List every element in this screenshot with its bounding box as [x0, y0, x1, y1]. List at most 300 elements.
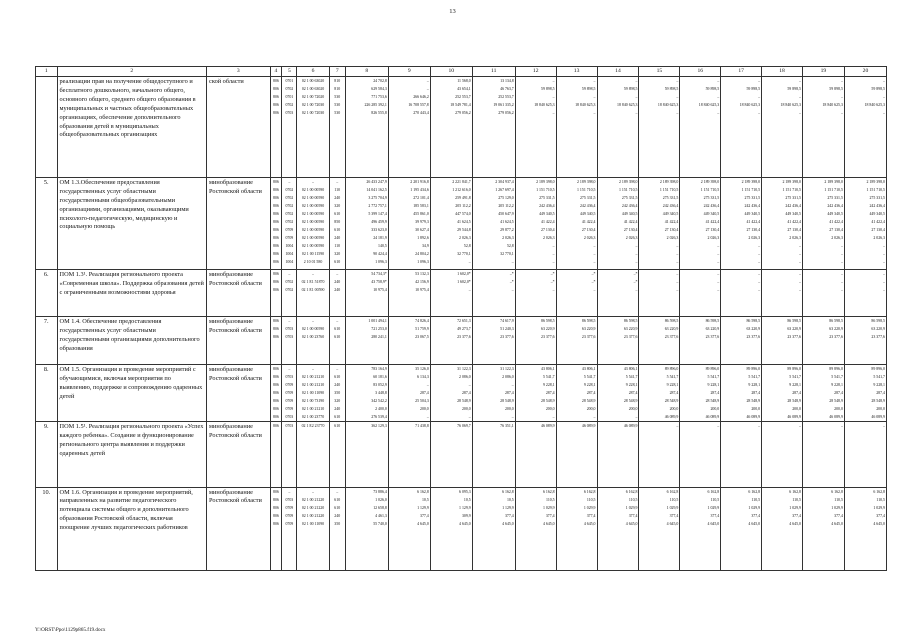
code-line: 0702 [285, 195, 294, 200]
amount-line: – [511, 415, 514, 420]
amount-line: 89 896,0 [746, 366, 761, 371]
amount-line: 242 436,4 [703, 204, 720, 209]
amount-line: 275 331,5 [827, 195, 843, 200]
amount-line: – [676, 244, 679, 249]
amount-line: 242 436,4 [621, 204, 638, 209]
amount-line: 242 436,4 [785, 204, 801, 209]
amount-cell [802, 364, 844, 421]
amount-cell [388, 364, 430, 421]
amount-line: 2 026,3 [831, 236, 843, 241]
amount-line: 287,4 [504, 391, 514, 396]
amount-line: 185 583,1 [413, 204, 429, 209]
amount-line: 287,4 [669, 391, 679, 396]
amount-line: – [635, 111, 638, 116]
amount-line: 46 089,9 [705, 415, 720, 420]
amount-line: 23 377,6 [787, 335, 801, 340]
amount-line: 23 377,6 [746, 335, 761, 340]
amount-cell [472, 77, 515, 178]
amount-line: 60 181,6 [373, 374, 387, 379]
budget-table [35, 66, 887, 571]
code-line: 610 [334, 424, 341, 429]
amount-line: 377,4 [710, 513, 720, 518]
amount-line: 5 541,7 [748, 374, 761, 379]
budget-code-cell [297, 364, 329, 421]
amount-line: 447 574,0 [455, 212, 471, 217]
code-line: 806 [273, 179, 279, 184]
amount-line: 72 651,3 [457, 319, 471, 324]
code-line: 110 [334, 187, 341, 192]
code-line: 320 [334, 399, 341, 404]
amount-line: 200,0 [834, 407, 843, 412]
amount-line: 18 549 781,4 [450, 103, 471, 108]
code-line: 0702 [285, 204, 294, 209]
executor: минобразование Ростовской области [207, 487, 270, 570]
amount-cell [430, 364, 472, 421]
amount-line: 89 896,0 [705, 366, 720, 371]
amount-line: 89 896,0 [664, 366, 679, 371]
amount-line: 110,5 [546, 497, 555, 502]
amount-line: 41 422,4 [829, 220, 843, 225]
amount-line: 23 067,5 [415, 335, 429, 340]
amount-cell [844, 364, 886, 421]
amount-line: 4 645,0 [583, 521, 596, 526]
budget-code-cell [282, 269, 297, 317]
amount-line: 2 026,3 [625, 236, 638, 241]
amount-line: 4 645,0 [873, 521, 885, 526]
amount-line: 252 553,7 [498, 95, 514, 100]
amount-line: 31 122,3 [457, 366, 471, 371]
amount-cell [721, 317, 762, 365]
amount-line: 23 377,6 [541, 335, 555, 340]
amount-cell [721, 77, 762, 178]
code-line: 0702 [285, 287, 294, 292]
code-line: 02 1 00 21220 [301, 497, 325, 502]
code-line: 806 [273, 260, 279, 265]
code-line: 0709 [285, 513, 294, 518]
amount-line: 24 181,9 [373, 236, 387, 241]
amount-line: 275 331,5 [785, 195, 801, 200]
amount-line: 86 598,5 [871, 319, 885, 324]
amount-line: – [883, 111, 885, 116]
amount-line: 1 267 697,4 [495, 187, 514, 192]
code-line: 350 [334, 521, 341, 526]
amount-line: 6 162,8 [542, 489, 555, 494]
amount-line: 83 052,9 [373, 382, 387, 387]
amount-line: 287,4 [792, 391, 801, 396]
amount-cell [515, 177, 556, 269]
amount-line: 43 758,9* [371, 279, 387, 284]
code-line: 02 1 00 00590 [301, 327, 325, 332]
amount-line: 1 129,9 [502, 505, 514, 510]
amount-line: 2 400,0 [375, 407, 387, 412]
amount-line: – [676, 271, 679, 276]
amount-line: 59 898,5 [746, 87, 761, 92]
amount-cell [472, 422, 515, 487]
amount-line: 43 806,1 [623, 366, 638, 371]
code-line: 806 [273, 87, 279, 92]
code-line: 320 [334, 204, 341, 209]
amount-line: 6 162,8 [748, 489, 761, 494]
amount-cell [597, 77, 639, 178]
amount-cell [597, 177, 639, 269]
amount-line: 55 740,0 [373, 521, 387, 526]
amount-line: 46 089,9 [581, 424, 596, 429]
amount-line: 5 541,7 [873, 374, 885, 379]
amount-line: – [593, 260, 596, 265]
code-line: 0709 [285, 391, 294, 396]
amount-line: –* [591, 279, 596, 284]
column-header: 10 [430, 67, 472, 77]
amount-line: – [799, 287, 801, 292]
amount-line: – [758, 244, 761, 249]
amount-line: 1 026,0 [375, 497, 387, 502]
executor: минобразование Ростовской области [207, 269, 270, 317]
code-line: 806 [273, 212, 279, 217]
amount-line: 1 151 710,5 [866, 187, 885, 192]
amount-line: – [799, 111, 801, 116]
amount-cell [345, 422, 388, 487]
amount-line: 1 151 710,5 [741, 187, 761, 192]
amount-line: 270 443,4 [413, 111, 429, 116]
amount-line: 86 598,5 [705, 319, 720, 324]
amount-line: – [840, 287, 843, 292]
amount-line: – [799, 260, 801, 265]
amount-line: – [799, 95, 801, 100]
code-line: 02 1 00 00590 [301, 212, 325, 217]
amount-line: 86 598,5 [664, 319, 679, 324]
amount-line: 9 228,1 [789, 382, 801, 387]
amount-line: 41 422,4 [581, 220, 596, 225]
amount-cell [639, 317, 680, 365]
amount-line: – [758, 287, 761, 292]
amount-line: 6 162,8 [707, 489, 720, 494]
amount-cell [721, 269, 762, 317]
amount-cell [472, 177, 515, 269]
amount-line: 200,0 [586, 407, 596, 412]
amount-line: 46 089,9 [871, 415, 885, 420]
amount-line: – [840, 244, 843, 249]
amount-cell [639, 269, 680, 317]
amount-line: 4 645,0 [502, 521, 514, 526]
column-header: 5 [282, 67, 297, 77]
amount-line: 449 340,5 [662, 212, 679, 217]
column-number-header [36, 67, 887, 77]
amount-line: – [799, 244, 801, 249]
measure-name: ОМ 1.3.Обеспечение предоставления государственных услуг областными государственными общеобразовательными организациями, организациями, оказывающими психолого-педагогическую, медицинскую и социальную помощь [57, 177, 207, 269]
amount-line: 27 130,4 [664, 228, 679, 233]
amount-line: 5 541,7 [542, 374, 555, 379]
code-line: 610 [334, 497, 341, 502]
amount-line: 52,8 [506, 244, 514, 249]
amount-line: – [717, 252, 720, 257]
amount-line: – [552, 95, 555, 100]
table-row [36, 269, 887, 317]
amount-cell [472, 317, 515, 365]
amount-line: 29 877,2 [500, 228, 514, 233]
amount-line: – [883, 279, 885, 284]
amount-line: – [799, 279, 801, 284]
amount-line: – [676, 252, 679, 257]
code-line: 02 1 00 00590 [301, 220, 325, 225]
code-line: 806 [273, 391, 279, 396]
amount-line: 90 424,4 [373, 252, 387, 257]
code-line: 810 [334, 87, 341, 92]
amount-line: 4 645,0 [625, 521, 638, 526]
amount-cell [639, 177, 680, 269]
amount-line: 2 086,0 [502, 374, 514, 379]
code-line: 0703 [285, 327, 294, 332]
amount-line: 59 898,5 [705, 87, 720, 92]
amount-cell [388, 487, 430, 570]
amount-line: 377,4 [545, 513, 555, 518]
column-header: 20 [844, 67, 886, 77]
amount-line: – [840, 260, 843, 265]
amount-line: 46 089,9 [541, 424, 555, 429]
amount-line: – [717, 79, 720, 83]
amount-line: 2 189 398,0 [866, 179, 885, 184]
code-line: 1004 [285, 252, 294, 257]
amount-line: – [758, 279, 761, 284]
amount-line: 43 806,1 [541, 366, 555, 371]
budget-code-cell [297, 317, 329, 365]
code-line: 0709 [285, 505, 294, 510]
code-line: 806 [273, 489, 279, 494]
amount-line: 74 826,4 [415, 319, 429, 324]
amount-line: – [883, 79, 885, 83]
amount-line: 23 377,6 [829, 335, 843, 340]
amount-cell [721, 487, 762, 570]
amount-line: – [593, 415, 596, 420]
code-line: – [336, 179, 339, 184]
amount-line: 4 645,0 [707, 521, 720, 526]
code-line: 240 [334, 513, 341, 518]
amount-cell [844, 269, 886, 317]
amount-line: 449 340,5 [621, 212, 638, 217]
amount-cell [515, 77, 556, 178]
amount-line: 27 130,4 [541, 228, 555, 233]
amount-line: 275 331,5 [621, 195, 638, 200]
amount-cell [680, 177, 721, 269]
amount-line: 11 568,0 [457, 79, 471, 83]
code-line: 02 1 00 23760 [301, 335, 325, 340]
amount-line: – [635, 287, 638, 292]
amount-line: 771 753,6 [371, 95, 387, 100]
amount-line: 1 602,0* [457, 279, 471, 284]
budget-code-cell [297, 422, 329, 487]
amount-line: 28 548,9 [457, 399, 471, 404]
amount-cell [388, 177, 430, 269]
amount-line: – [511, 382, 514, 387]
budget-code-cell [297, 177, 329, 269]
amount-cell [515, 422, 556, 487]
amount-line: 1 151 710,5 [700, 187, 720, 192]
amount-line: – [593, 111, 596, 116]
amount-cell [721, 364, 762, 421]
amount-line: 2 189 398,0 [618, 179, 638, 184]
amount-line: 86 598,5 [829, 319, 843, 324]
code-line: 02 1 00 21210 [301, 407, 325, 412]
amount-line: – [426, 87, 429, 92]
code-line: 530 [334, 103, 341, 108]
amount-cell [556, 422, 597, 487]
amount-cell [430, 77, 472, 178]
amount-line: 2 026,3 [873, 236, 885, 241]
amount-line: – [468, 382, 471, 387]
column-header: 13 [556, 67, 597, 77]
amount-line: – [840, 424, 843, 429]
amount-line: – [676, 111, 679, 116]
amount-line: 25 504,3 [415, 399, 429, 404]
amount-line: 205 112,2 [498, 204, 514, 209]
amount-line: 28 548,9 [581, 399, 596, 404]
amount-line: 1 001 494,1 [368, 319, 387, 324]
amount-line: 27 130,4 [787, 228, 801, 233]
amount-line: 1 096,3 [375, 260, 387, 265]
amount-line: 2 189 398,0 [741, 179, 761, 184]
column-header: 6 [297, 67, 329, 77]
amount-cell [844, 487, 886, 570]
amount-line: 76 351,1 [500, 424, 514, 429]
code-line: 0702 [285, 279, 294, 284]
row-number: 6. [36, 269, 58, 317]
amount-line: 28 548,9 [746, 399, 761, 404]
code-line: 806 [273, 415, 279, 420]
column-header: 9 [388, 67, 430, 77]
amount-line: – [883, 244, 885, 249]
amount-line: 2 026,3 [707, 236, 720, 241]
executor: минобразование Ростовской области [207, 317, 270, 365]
amount-cell [802, 487, 844, 570]
amount-line: 73 886,4 [373, 489, 387, 494]
amount-line: 86 598,5 [541, 319, 555, 324]
code-line: 610 [334, 415, 341, 420]
amount-cell [388, 269, 430, 317]
amount-cell [345, 77, 388, 178]
amount-line: 24 804,2 [415, 252, 429, 257]
budget-code-cell [270, 487, 282, 570]
amount-line: 4 645,0 [831, 521, 843, 526]
amount-line: 23 377,6 [500, 335, 514, 340]
amount-line: 6 162,8 [625, 489, 638, 494]
amount-cell [680, 317, 721, 365]
amount-cell [472, 487, 515, 570]
column-header: 8 [345, 67, 388, 77]
table-row [36, 364, 887, 421]
amount-line: 3 275 704,9 [368, 195, 387, 200]
amount-line: – [840, 271, 843, 276]
executor: минобразование Ростовской области [207, 422, 270, 487]
page-number: 13 [449, 8, 456, 15]
amount-line: – [511, 260, 514, 265]
amount-cell [844, 422, 886, 487]
amount-line: 721 253,0 [371, 327, 387, 332]
amount-cell [597, 269, 639, 317]
amount-line: 27 130,4 [705, 228, 720, 233]
budget-code-cell [282, 77, 297, 178]
amount-line: 39 979,3 [415, 220, 429, 225]
code-line: 806 [273, 220, 279, 225]
code-line: 610 [334, 327, 341, 332]
amount-line: 449 340,5 [827, 212, 843, 217]
code-line: 806 [273, 521, 279, 526]
amount-line: – [552, 252, 555, 257]
code-line: 02 1 E1 51870 [301, 279, 325, 284]
amount-line: 9 228,1 [542, 382, 555, 387]
amount-line: 5 541,7 [625, 374, 638, 379]
amount-line: 287,4 [876, 391, 885, 396]
amount-line: 2 026,3 [666, 236, 679, 241]
code-line: 110 [334, 244, 341, 249]
code-line: 0703 [285, 424, 294, 429]
amount-line: 2 201 916,8 [410, 179, 429, 184]
amount-line: –* [550, 279, 555, 284]
amount-line: 205 112,2 [455, 204, 471, 209]
amount-line: – [593, 79, 596, 83]
amount-line: 4 461,3 [375, 513, 387, 518]
amount-line: 5 541,7 [831, 374, 843, 379]
amount-line: 276 539,4 [371, 415, 387, 420]
amount-line: 110,5 [834, 497, 843, 502]
amount-line: 1 151 710,5 [577, 187, 596, 192]
amount-line: 4 645,0 [789, 521, 801, 526]
amount-line: – [758, 252, 761, 257]
code-line: 806 [273, 111, 279, 116]
amount-line: 10,5 [463, 497, 471, 502]
amount-line: 18 840 625,3 [864, 103, 885, 108]
code-line: 1004 [285, 244, 294, 249]
amount-line: – [799, 424, 801, 429]
amount-line: 629 584,3 [371, 87, 387, 92]
amount-cell [388, 77, 430, 178]
measure-name: реализации прав на получение общедоступного и бесплатного дошкольного, начального общего, основного общего, среднего общего образования в муниципальных и частных общеобразовательных организациях, обеспечение дополнительного образования детей в муниципальных общеобразовательных организациях [57, 77, 207, 178]
amount-line: 63 220,9 [541, 327, 555, 332]
amount-line: 449 340,5 [869, 212, 885, 217]
amount-cell [762, 177, 803, 269]
code-line: 806 [273, 228, 279, 233]
amount-line: 279 056,2 [498, 111, 514, 116]
code-line: 240 [334, 407, 341, 412]
row-number: 7. [36, 317, 58, 365]
amount-line: 26 433 247,9 [366, 179, 387, 184]
code-line: – [312, 489, 314, 494]
amount-line: 41 422,4 [746, 220, 761, 225]
amount-line: 200,0 [545, 407, 555, 412]
column-header: 17 [721, 67, 762, 77]
amount-cell [556, 364, 597, 421]
amount-line: 1 029,9 [748, 505, 761, 510]
amount-line: 1 029,9 [583, 505, 596, 510]
amount-line: 23 377,6 [664, 335, 679, 340]
amount-cell [802, 177, 844, 269]
amount-line: – [468, 260, 471, 265]
amount-line: 16 708 557,8 [408, 103, 429, 108]
amount-line: –* [509, 279, 514, 284]
amount-line: 41 422,4 [787, 220, 801, 225]
code-line: 0702 [285, 87, 294, 92]
amount-line: 59 898,5 [787, 87, 801, 92]
amount-line: 2 772 757,1 [368, 204, 387, 209]
amount-line: 23 377,6 [871, 335, 885, 340]
code-line: – [288, 319, 291, 324]
budget-code-cell [329, 487, 345, 570]
code-line: 1004 [285, 260, 294, 265]
code-line: 02 1 00 72030 [301, 111, 325, 116]
code-line: 02 1 00 00590 [301, 204, 325, 209]
amount-line: 6 162,8 [417, 489, 429, 494]
code-line: 806 [273, 327, 279, 332]
amount-line: 5 399 147,4 [368, 212, 387, 217]
amount-line: 2 026,3 [789, 236, 801, 241]
